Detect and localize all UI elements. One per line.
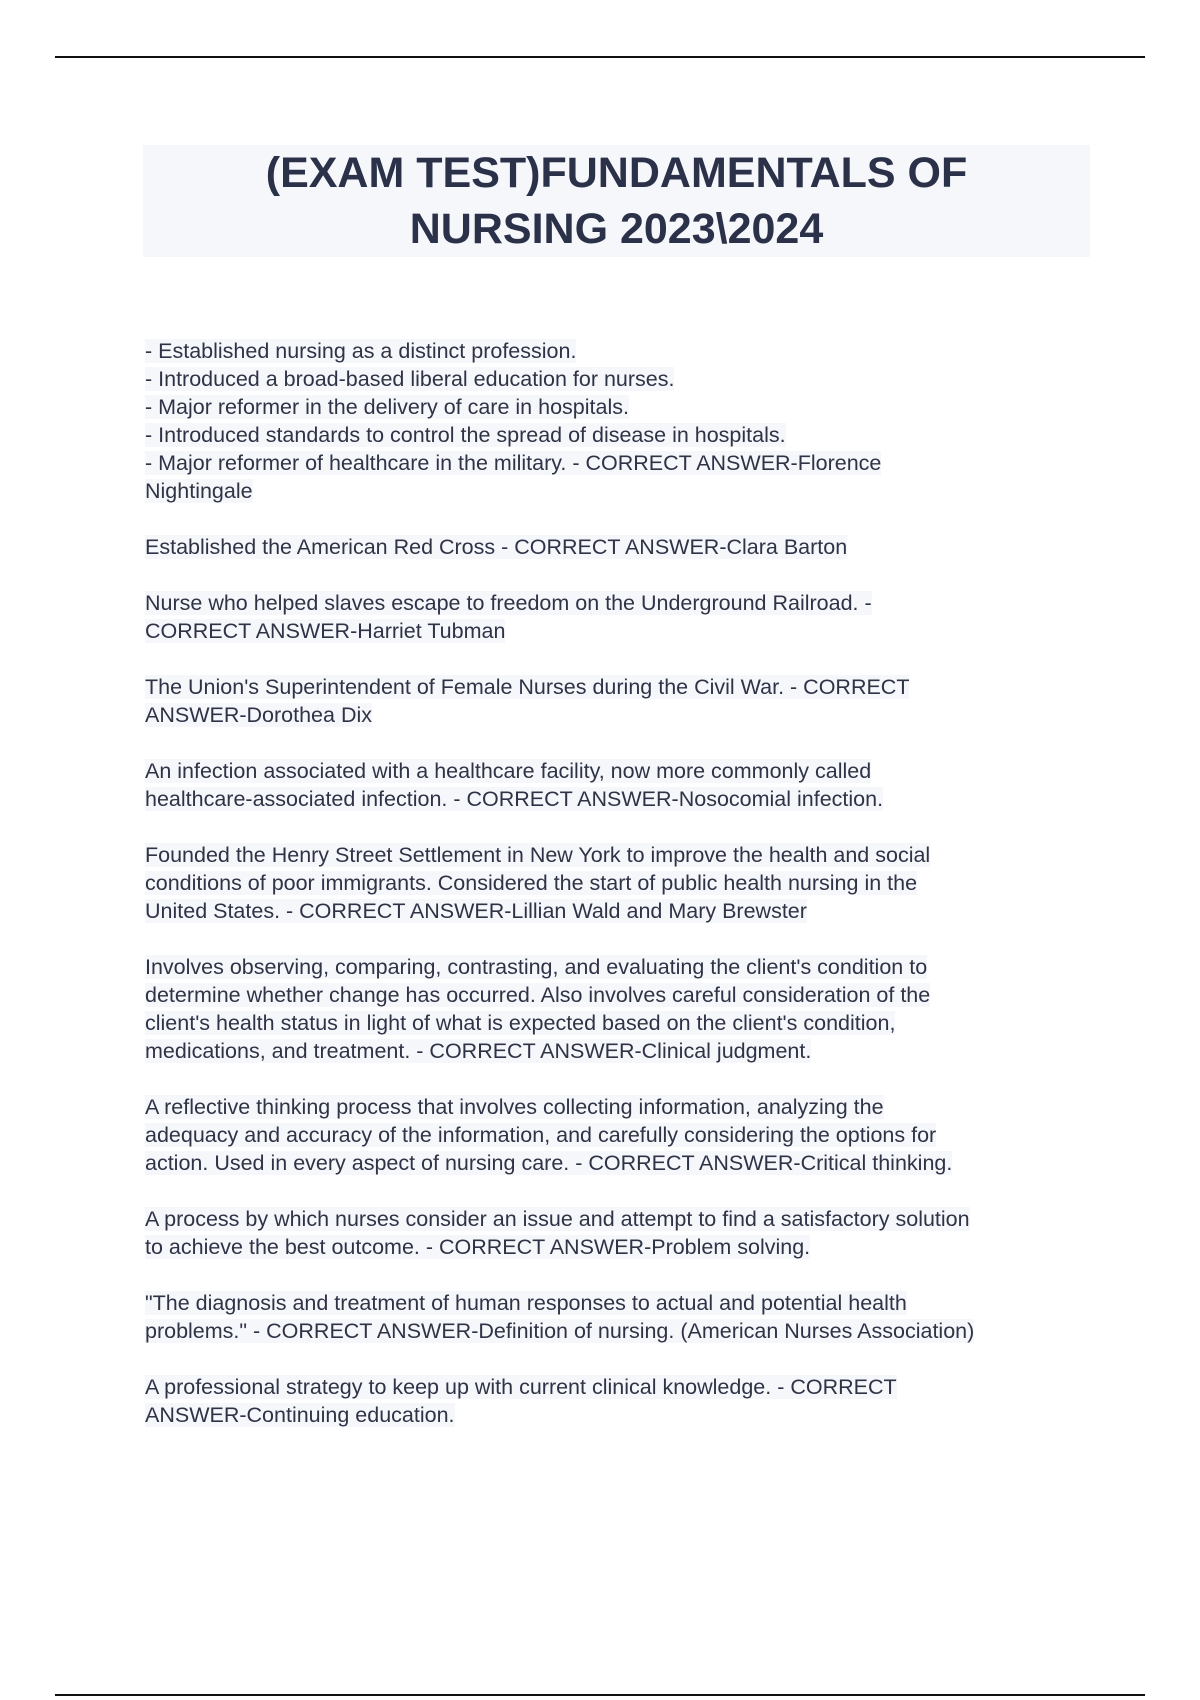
header-rule <box>55 56 1145 58</box>
qa-text: - Established nursing as a distinct profession. - Introduced a broad-based liberal education for nurses. - Major reformer in the delivery of care in hospitals. - Introduced standards to control the spread of disease in hospitals. - Major reformer of healthcare in the military. - CORRECT ANSWER-Florence Nightingale <box>145 339 882 503</box>
qa-item-6 <box>145 841 1090 925</box>
qa-item-5 <box>145 757 1090 813</box>
qa-text: A reflective thinking process that involves collecting information, analyzing the adequacy and accuracy of the information, and carefully considering the options for action. Used in every aspect of nursing care. - CORRECT ANSWER-Critical thinking. <box>145 1095 953 1175</box>
qa-text: An infection associated with a healthcare facility, now more commonly called healthcare-associated infection. - CORRECT ANSWER-Nosocomial infection. <box>145 759 884 811</box>
qa-text: A process by which nurses consider an issue and attempt to find a satisfactory solution to achieve the best outcome. - CORRECT ANSWER-Problem solving. <box>145 1207 970 1259</box>
question-list <box>145 337 1090 1457</box>
qa-text: Involves observing, comparing, contrasting, and evaluating the client's condition to determine whether change has occurred. Also involves careful consideration of the client's health status in light of what is expected based on the client's condition, medications, and treatment. - CORRECT ANSWER-Clinical judgment. <box>145 955 931 1063</box>
qa-item-3 <box>145 589 1090 645</box>
qa-item-10 <box>145 1289 1090 1345</box>
qa-item-11 <box>145 1373 1090 1429</box>
qa-item-2 <box>145 533 1090 561</box>
qa-item-7 <box>145 953 1090 1065</box>
document-title: (EXAM TEST)FUNDAMENTALS OF NURSING 2023\2024 <box>265 149 968 253</box>
qa-text: Nurse who helped slaves escape to freedom on the Underground Railroad. - CORRECT ANSWER-Harriet Tubman <box>145 591 872 643</box>
qa-text: "The diagnosis and treatment of human responses to actual and potential health problems." - CORRECT ANSWER-Definition of nursing. (American Nurses Association) <box>145 1291 975 1343</box>
title-banner <box>143 145 1090 257</box>
qa-text: Founded the Henry Street Settlement in New York to improve the health and social conditions of poor immigrants. Considered the start of public health nursing in the United States. - CORRECT ANSWER-Lillian Wald and Mary Brewster <box>145 843 931 923</box>
footer-rule <box>55 1694 1145 1696</box>
qa-text: A professional strategy to keep up with current clinical knowledge. - CORRECT ANSWER-Continuing education. <box>145 1375 897 1427</box>
qa-item-8 <box>145 1093 1090 1177</box>
qa-item-9 <box>145 1205 1090 1261</box>
qa-item-1 <box>145 337 1090 505</box>
qa-item-4 <box>145 673 1090 729</box>
qa-text: The Union's Superintendent of Female Nurses during the Civil War. - CORRECT ANSWER-Dorothea Dix <box>145 675 910 727</box>
qa-text: Established the American Red Cross - CORRECT ANSWER-Clara Barton <box>145 535 848 559</box>
